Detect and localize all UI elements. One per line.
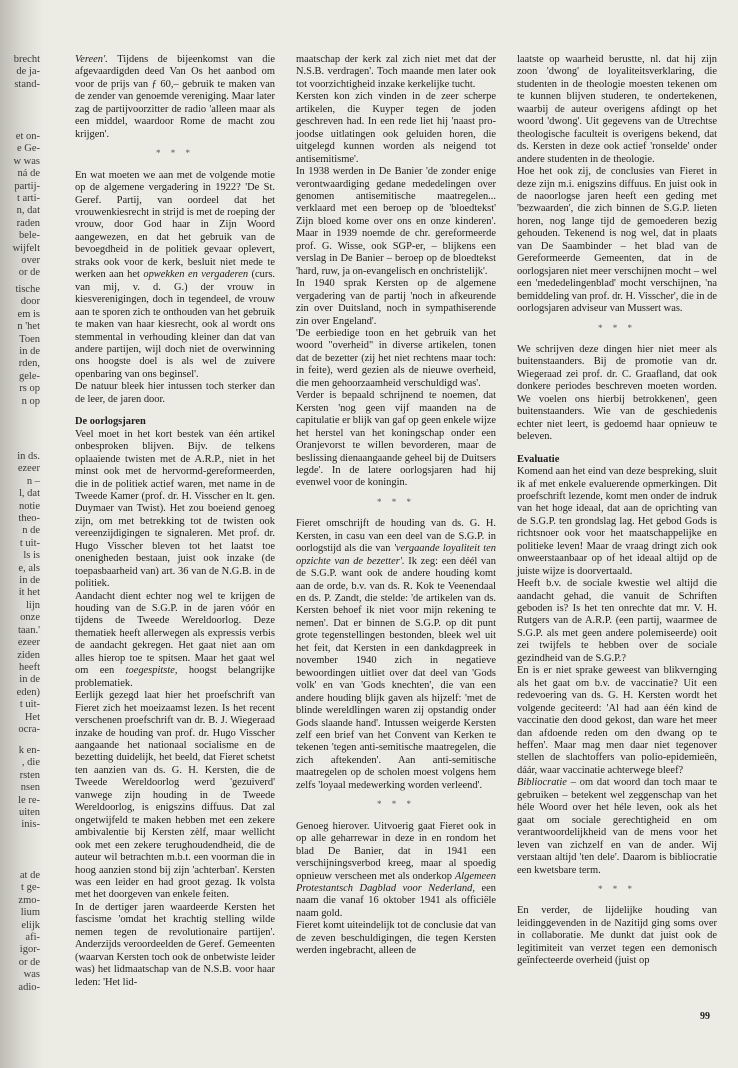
gutter-line: Toen	[19, 333, 40, 345]
paragraph: In 1940 sprak Kersten op de algemene vergadering van de partij 'noch in afkeurende zin over Duitsland, noch in sympathiserende zin over Engeland'.	[296, 278, 496, 327]
italic-text: Bibliocratie	[517, 777, 567, 789]
paragraph	[296, 821, 496, 921]
paragraph: 'De eerbiedige toon en het gebruik van het woord "overheid" in diverse artikelen, tonen dat de bezetter (zij het niet rechtens maar toch: in feite), werd gezien als de nieuwe overheid, die men gehoorzaamheid verschuldigd was'.	[296, 327, 496, 389]
gutter-line: rs op	[19, 383, 40, 395]
paragraph	[75, 170, 275, 382]
paragraph: In 1938 werden in De Banier 'de zonder enige verontwaardiging gedane mededelingen over genomen antisemitische maatregelen... verklaard met een beroep op de 'bloedtekst' Zijn bloed kome over ons en onze kinderen'. Maar in 1939 noemde de chr. gereformeerde prof. G. Wisse, ook SGP-er, – blijkens een verslag in De Banier – beroep op de bloedtekst 'hard, ruw, ja on-evangelisch en onchristelijk'.	[296, 166, 496, 277]
gutter-block	[0, 54, 40, 91]
paragraph: maatschap der kerk zal zich niet met dat der N.S.B. verdragen'. Toch maande men later ook tot voorzichtigheid inzake kerkelijke tucht.	[296, 54, 496, 90]
section-separator: * * *	[598, 884, 636, 894]
gutter-line: le re-	[18, 794, 40, 806]
paragraph: In de dertiger jaren waardeerde Kersten het fascisme 'omdat het krachtig stelling wilde nemen tegen de revolutionaire partijen'. Anderzijds veroordeelden de Geref. Gemeenten (waarvan Kersten toch ook de onbetwiste leider was) het lidmaatschap van de N.S.B. voor haar leden: 'Het lid-	[75, 901, 275, 988]
paragraph-text: een naam die vanaf 16 oktober 1941 als officiële naam gold.	[296, 883, 496, 919]
paragraph-text: Ik zeg: een déél van de S.G.P. want ook de andere houding komt aan de orde, b.v. van ds. R. Kok te Veenendaal en ds. P. Zandt, die stelde: 'de artikelen van ds. Kersten behoef ik niet voor mijn rekening te nemen'. Dat er binnen de S.G.P. op dit punt grote tegenstellingen bestonden, bleek wel uit het feit, dat Kersten in een dankdagpreek in november 1940 zich in negatieve bewoordingen uitliet over dat deel van 'Gods volk' en van 'Gods knechten', die van een andere houding blijk gaven als hijzelf: 'met de blinde wereldlingen waren zij opstandig onder Gods slaande hand'. Intussen weigerde Kersten zelf een brief van het Convent van Kerken te tekenen 'tegen anti-semitische maatregelen, die zich aftekenden'. Aan anti-semitische maatregelen op de scholen moest volgens hem zelfs 'loyaal medewerking worden verleend'.	[296, 555, 496, 791]
gutter-line: elijk	[21, 919, 40, 931]
paragraph: Fieret komt uiteindelijk tot de conclusie dat van de zeven beschuldigingen, die tegen Kersten werden ingebracht, alleen de	[296, 920, 496, 957]
paragraph-text: Fieret omschrijft de houding van ds. G. H. Kersten, in casu van een deel van de S.G.P. in oorlogstijd als die van	[296, 518, 496, 555]
gutter-line: Het	[24, 711, 40, 723]
column-middle	[296, 54, 496, 958]
section-separator: * * *	[156, 148, 194, 159]
paragraph-text: Tijdens de bijeenkomst van die afgevaardigden deed Van Os het aanbod om voor de prijs van ƒ 60,– gebruik te maken van de zender van genoemde vereniging. Maar later zag de partijvoorzitter de radio 'alleen maar als een middel, waardoor Rome de macht zou krijgen'.	[75, 54, 275, 140]
gutter-line: or de	[18, 956, 40, 968]
gutter-line: in de	[19, 575, 40, 587]
paragraph: De natuur bleek hier intussen toch sterker dan de leer, de jaren door.	[75, 381, 275, 405]
gutter-line: in ds.	[17, 451, 40, 462]
gutter-line: nsen	[20, 782, 40, 794]
gutter-line: ezeer	[17, 637, 40, 649]
column-left	[75, 54, 275, 989]
section-separator: * * *	[377, 496, 415, 507]
gutter-line: t uit-	[19, 537, 40, 549]
paragraph	[517, 777, 717, 877]
italic-text: Vereen'.	[75, 54, 108, 65]
gutter-line: brecht	[13, 54, 40, 65]
paragraph-text: Genoeg hierover. Uitvoerig gaat Fieret ook in op alle geharrewar in deze in en rondom het blad De Banier, dat in 1941 een verschijningsverbod kreeg, maar al spoedig opnieuw verscheen met als onderkop	[296, 820, 496, 882]
section-separator: * * *	[598, 322, 636, 333]
gutter-line: de ja-	[16, 66, 40, 78]
paragraph: Eerlijk gezegd laat hier het proefschrift van Fieret zich het moeizaamst lezen. Is het recent verschenen proefschrift van dr. B. J. Wiegeraad inzake de houding van prof. dr. Hugo Visscher aangaande het nationaal socialisme en de bezetting duidelijk, het beeld, dat Fieret schetst ten aanzien van ds. G. H. Kersten, die de Tweede Wereldoorlog werd 'gezuiverd' vanwege zijn houding in de Tweede Wereldoorlog, is enigszins diffuus. Dat zal ongetwijfeld te maken hebben met een zekere ambivalentie bij Kersten zèlf, maar wellicht ook met een zekere terughoudendheid, die de auteur wil betrachten m.b.t. een voorman die in hoog aanzien stond bij zijn 'achterban'. Kersten was een leider en had groot gezag. Ik volsta met het doorgeven van enkele feiten.	[75, 690, 275, 901]
gutter-line: e, als	[18, 562, 40, 574]
gutter-line: rden,	[18, 358, 40, 370]
gutter-block	[0, 745, 40, 832]
gutter-line: bele-	[19, 230, 40, 242]
paragraph-text: (curs. van mij, v. d. G.) der vrouw in kiesverenigingen, doch in tegendeel, de vrouw aan te sporen zich te onthouden van het gebruik te maken van haar kiesrecht, ook al wordt ons stemmental in verhouding kleiner dan dat van andere partijen, wijl doch niet de overwinning ons hoogste doel is als wel de zuivere openbaring van ons beginsel'.	[75, 269, 275, 380]
gutter-line: over	[21, 255, 40, 267]
gutter-line: gele-	[19, 370, 40, 382]
gutter-line: heeft	[19, 661, 40, 673]
italic-text: toegespitste,	[125, 665, 178, 677]
italic-text: 'vergaande loyaliteit ten opzichte van de bezetter'.	[296, 543, 496, 567]
italic-text: Algemeen Protestantsch Dagblad voor Nederland,	[296, 870, 496, 894]
gutter-line: taan.'	[17, 624, 40, 636]
gutter-line: lium	[20, 907, 40, 919]
section-heading: Evaluatie	[517, 453, 560, 465]
gutter-line: at de	[19, 870, 40, 881]
gutter-block	[0, 870, 40, 994]
gutter-line: tische	[15, 284, 40, 295]
gutter-line: ls is	[23, 550, 40, 562]
gutter-line: t arti-	[16, 193, 40, 205]
section-separator: * * *	[377, 799, 415, 810]
gutter-line: , die	[21, 757, 40, 769]
gutter-line: e Ge-	[16, 143, 40, 155]
gutter-line: et on-	[15, 131, 40, 142]
paragraph	[296, 518, 496, 792]
gutter-block	[0, 284, 40, 408]
gutter-line: door	[20, 296, 40, 308]
gutter-line: w was	[13, 155, 40, 167]
paragraph: Verder is bepaald schrijnend te noemen, dat Kersten 'nog geen vijf maanden na de capitulatie er blijk van gaf op geen enkele wijze het herstel van het koningschap onder een Oranjevorst te willen bevorderen, maar de beslissing dienaangaande geheel bij de Duitsers legde'. In de latere oorlogsjaren had hij evenwel voor de koningin.	[296, 390, 496, 489]
paragraph	[75, 591, 275, 691]
gutter-line: n –	[26, 475, 40, 487]
gutter-line: n op	[21, 395, 40, 407]
gutter-line: n 'het	[17, 321, 40, 333]
gutter-line: it het	[18, 587, 40, 599]
gutter-line: theo-	[18, 513, 40, 525]
gutter-block	[0, 451, 40, 736]
paragraph-text: hoogst belangrijke problematiek.	[75, 665, 275, 689]
gutter-block	[0, 131, 40, 280]
paragraph: We schrijven deze dingen hier niet meer als buitenstaanders. Bij de promotie van dr. Wiegeraad zei prof. dr. C. Graafland, dat ook donkere periodes beschreven moeten worden. We voelen ons hierbij betrokkenen', geen buitenstaanders. Wie van de geschiedenis echter niet leert, is gedoemd haar opnieuw te beleven.	[517, 343, 717, 443]
gutter-line: ocra-	[18, 723, 40, 735]
paragraph	[75, 54, 275, 141]
column-right	[517, 54, 717, 968]
gutter-line: in de	[19, 346, 40, 358]
gutter-line: eden)	[16, 686, 40, 698]
gutter-line: partij-	[14, 180, 40, 192]
gutter-line: em is	[17, 308, 40, 320]
paragraph: Hoe het ook zij, de conclusies van Fieret in deze zijn m.i. enigszins diffuus. En juist ook in de naoorlogse jaren heeft een geding met 'bezwaarden', die zich binnen de S.G.P. lieten horen, nog lange tijd de gemoederen bezig gehouden. Tekenend is nog wel, dat in plaats van De Saambinder – het blad van de Gereformeerde Gemeenten, dat in de oorlogsjaren niet meer verschijnen mocht – wel een 'mededelingenblad' mocht verschijnen, 'na bemiddeling van prof. dr. H. Visscher', die in de oorlogsjaren adviseur van Mussert was.	[517, 166, 717, 315]
paragraph: En is er niet sprake geweest van blikvernging als het gaat om b.v. de vaccinatie? Uit een redevoering van ds. G. H. Kersten wordt het volgende geciteerd: 'Al had aan één kind de vaccinatie den dood gekost, dan ware het meer dan afdoende reden om den dwang op te heffen'. Maar mag men daar niet tegenover stellen de slachtoffers van polio-epidemieën, dáár, waar vaccinatie achterwege bleef?	[517, 665, 717, 776]
paragraph: Heeft b.v. de sociale kwestie wel altijd die aandacht gehad, die vanuit de Schriften geboden is? Is het ten onrechte dat mr. V. H. Rutgers van de A.R.P. (een partij, waarmee de S.G.P. als met geen andere polemiseerde) ooit zei twijfels te hebben over de sociale gezindheid van de S.G.P.?	[517, 578, 717, 664]
gutter-line: rsten	[19, 769, 40, 781]
gutter-line: n, dat	[16, 205, 40, 217]
paragraph: Veel moet in het kort bestek van één artikel onbesproken blijven. Bijv. de telkens oplaaiende twisten met de A.R.P., niet in het minst ook met de hervormd-gereformeerden, die in de politiek actief waren, met name in de Tweede Kamer (prof. dr. H. Visscher en lt. gen. Duymaer van Twist). Het zou boeiend genoeg zijn, om met betrekking tot de twisten ook vereenzijdigingen te signaleren. Met prof. dr. Hugo Visscher bleven tot het laatst toe onenigheden bestaan, juist ook inzake (de toepasbaarheid van) art. 36 van de N.G.B. in de politiek.	[75, 428, 275, 590]
gutter-line: lijn	[25, 599, 40, 611]
gutter-line: notie	[19, 500, 40, 512]
gutter-line: ná de	[17, 168, 40, 180]
gutter-line: was	[23, 969, 40, 981]
gutter-line: stand-	[14, 78, 40, 90]
paragraph: En verder, de lijdelijke houding van leidinggevenden in de Nazitijd ging soms over in collaboratie. Me dunkt dat juist ook de legitimiteit van verzet tegen een demonisch geïnfecteerde overheid (juist op	[517, 905, 717, 967]
gutter-line: ezeer	[17, 463, 40, 475]
paragraph: Komend aan het eind van deze bespreking, sluit ik af met enkele evaluerende opmerkingen. Dit proefschrift lezende, komt men onder de indruk van het hoge ideaal, dat aan de oprichting van de S.G.P. ten grondslag lag. Het gebod Gods is richtsnoer ook voor het maatschappelijke en politieke leven! Maar de vraag dringt zich ook onweerstaanbaar op of het ideaal altijd op de juiste wijze is doorvertaald.	[517, 466, 717, 577]
gutter-line: n de	[22, 525, 40, 537]
gutter-line: or de	[18, 267, 40, 279]
gutter-line: wijfelt	[12, 242, 40, 254]
gutter-line: adio-	[18, 981, 40, 993]
gutter-line: l, dat	[19, 488, 40, 500]
gutter-line: inis-	[21, 819, 40, 831]
previous-page-fragment	[0, 0, 40, 1068]
gutter-line: raden	[16, 217, 40, 229]
page-number: 99	[700, 1011, 710, 1022]
gutter-line: k en-	[18, 745, 40, 756]
paragraph: laatste op waarheid berustte, nl. dat hij zijn zoon 'dwong' de loyaliteitsverklaring, die studenten in de theologie moesten tekenen om te kunnen blijven studeren, te ondertekenen, waarbij de auteur overigens afdingt op het woord 'dwong'. Uit gegevens van de Utrechtse theologische faculteit is overigens bekend, dat ds. Kersten in deze ook actief 'ronselde' onder andere studenten in de theologie.	[517, 54, 717, 165]
paragraph-text: – om dat woord dan toch maar te gebruiken – betekent wel zeggenschap van het héle Woord over het héle leven, ook als het gaat om sociale gerechtigheid en om verantwoordelijkheid van de mens voor het leven van zichzelf en van de ander. Wij verstaan altijd 'ten dele'. Daarom is bibliocratie een kwetsbare term.	[517, 777, 717, 876]
gutter-line: zmo-	[18, 894, 40, 906]
gutter-line: uiten	[19, 807, 40, 819]
gutter-line: t ge-	[21, 882, 40, 894]
gutter-line: afi-	[25, 932, 40, 944]
paragraph: Kersten kon zich vinden in de zeer scherpe artikelen, die Kuyper tegen de joden geschreven had. In een rede liet hij 'naast pro-joodse uitlatingen ook geluiden horen, die uitgelegd kunnen worden als neigend tot antisemitisme'.	[296, 91, 496, 165]
gutter-line: ziden	[17, 649, 40, 661]
gutter-line: onze	[20, 612, 40, 624]
gutter-line: t uit-	[19, 699, 40, 711]
section-heading: De oorlogsjaren	[75, 416, 146, 428]
paragraph-text: En wat moeten we aan met de volgende motie op de algemene vergadering in 1922? 'De St. Geref. Partij, van oordeel dat het vrouwenkiesrecht in strijd is met de roeping der vrouw, door God haar in Zijn Woord aangewezen, en dat het gebruik van de bevoegdheid in de politiek gevaar oplevert, straks ook voor de kerk, besluit niet mede te werken aan het	[75, 169, 275, 281]
paragraph-text: Aandacht dient echter nog wel te krijgen de houding van de S.G.P. in de jaren vóór en tijdens de Tweede Wereldoorlog. Deze thematiek heeft allerwegen als expressis verbis de aandacht gekregen. Het gaat niet aan om alles hierop toe te spitsen. Maar het gaat wel om een	[75, 590, 275, 677]
gutter-line: in de	[19, 674, 40, 686]
gutter-line: igor-	[19, 944, 40, 956]
italic-text: opwekken en vergaderen	[143, 269, 249, 281]
